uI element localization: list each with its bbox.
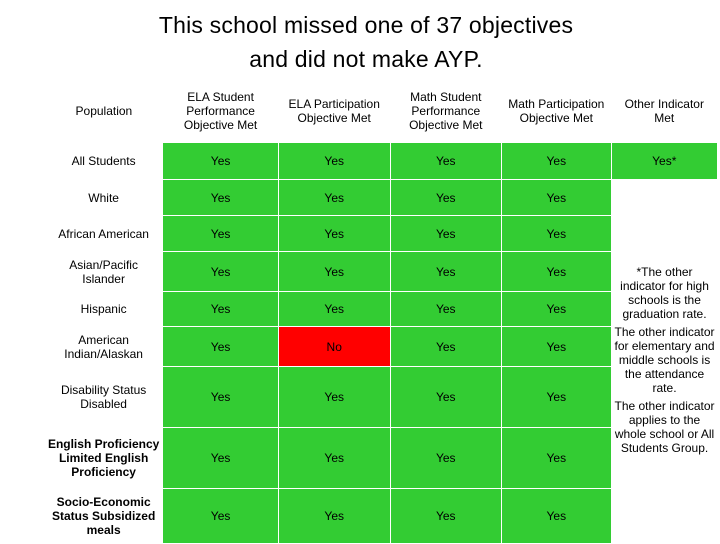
- status-cell: Yes: [278, 252, 390, 292]
- status-cell: Yes: [278, 292, 390, 327]
- status-cell: Yes: [278, 428, 390, 489]
- note-elementary-middle: The other indicator for elementary and middle schools is the attendance rate.: [614, 324, 715, 395]
- header-other-indicator: Other Indicator Met: [611, 80, 717, 143]
- status-cell: Yes: [502, 292, 612, 327]
- status-cell: Yes: [502, 180, 612, 216]
- status-cell: Yes: [390, 489, 502, 544]
- status-cell: Yes: [390, 367, 502, 428]
- status-cell: Yes: [502, 216, 612, 252]
- status-cell: Yes: [502, 327, 612, 367]
- header-math-participation: Math Participation Objective Met: [502, 80, 612, 143]
- status-cell: Yes: [278, 143, 390, 180]
- header-math-performance: Math Student Performance Objective Met: [390, 80, 502, 143]
- population-label: American Indian/Alaskan: [45, 327, 163, 367]
- status-cell-not-met: No: [278, 327, 390, 367]
- status-cell: Yes: [502, 367, 612, 428]
- table-row: [45, 143, 718, 180]
- status-cell: Yes: [278, 216, 390, 252]
- population-label: Disability Status Disabled: [45, 367, 163, 428]
- header-ela-participation: ELA Participation Objective Met: [278, 80, 390, 143]
- title-line-2: and did not make AYP.: [249, 46, 483, 72]
- status-cell: Yes: [163, 327, 279, 367]
- status-cell: Yes: [163, 252, 279, 292]
- population-label: Socio-Economic Status Subsidized meals: [45, 489, 163, 544]
- population-label: Hispanic: [45, 292, 163, 327]
- status-cell: Yes: [163, 428, 279, 489]
- status-cell: Yes: [390, 143, 502, 180]
- status-cell: Yes: [502, 428, 612, 489]
- population-label: All Students: [45, 143, 163, 180]
- status-cell: Yes: [390, 252, 502, 292]
- status-cell: Yes: [163, 143, 279, 180]
- status-cell: Yes: [163, 292, 279, 327]
- status-cell: Yes: [390, 216, 502, 252]
- header-ela-performance: ELA Student Performance Objective Met: [163, 80, 279, 143]
- note-whole-school: The other indicator applies to the whole school or All Students Group.: [614, 398, 715, 455]
- status-cell: Yes: [163, 367, 279, 428]
- table-row: [45, 180, 718, 216]
- status-cell: Yes: [278, 180, 390, 216]
- status-cell: Yes: [502, 252, 612, 292]
- ayp-table: [45, 80, 718, 544]
- status-cell: Yes: [163, 180, 279, 216]
- status-cell: Yes*: [611, 143, 717, 180]
- population-label: English Proficiency Limited English Proficiency: [45, 428, 163, 489]
- header-population: Population: [45, 80, 163, 143]
- status-cell: Yes: [390, 327, 502, 367]
- status-cell: Yes: [163, 216, 279, 252]
- population-label: African American: [45, 216, 163, 252]
- population-label: Asian/Pacific Islander: [45, 252, 163, 292]
- status-cell: Yes: [390, 180, 502, 216]
- page-title: [0, 8, 720, 76]
- note-high-school: *The other indicator for high schools is the graduation rate.: [620, 264, 709, 321]
- status-cell: Yes: [502, 489, 612, 544]
- status-cell: Yes: [163, 489, 279, 544]
- status-cell: Yes: [390, 428, 502, 489]
- status-cell: Yes: [502, 143, 612, 180]
- header-row: [45, 80, 718, 143]
- status-cell: Yes: [390, 292, 502, 327]
- other-indicator-note: [611, 180, 717, 544]
- status-cell: Yes: [278, 367, 390, 428]
- population-label: White: [45, 180, 163, 216]
- title-line-1: This school missed one of 37 objectives: [158, 12, 574, 38]
- status-cell: Yes: [278, 489, 390, 544]
